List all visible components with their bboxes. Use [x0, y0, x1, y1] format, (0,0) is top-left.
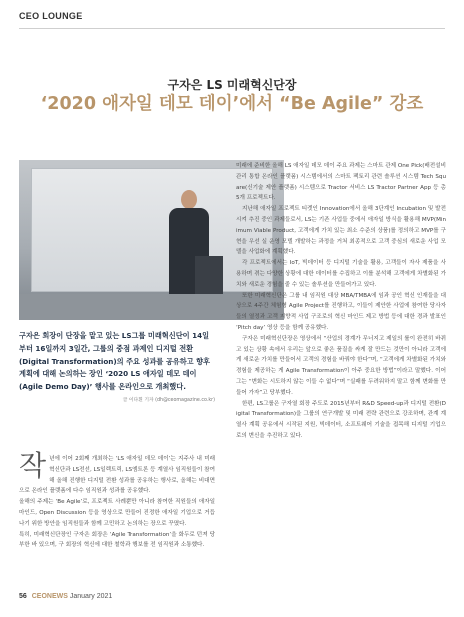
- issue-date: January 2021: [69, 593, 113, 600]
- drop-cap: 작: [19, 449, 47, 482]
- section-label: CEO LOUNGE: [19, 11, 83, 21]
- body-paragraph: 올해의 주제는 ‘Be Agile’로, 프로젝트 사례뿐만 아니라 참여한 직원들의 애자일 마인드, Open Discussion 등을 영상으로 만들어 진정한 애자일 기업으로 거듭나기 위한 방안을 임직원들과 함께 고민하고 논의하는 장으로 꾸몄다.: [19, 499, 215, 527]
- body-paragraph: 한편, LS그룹은 구자열 회장 주도로 2015년부터 R&D Speed-up과 디지털 전환(Digital Transformation)을 그룹의 연구개발 및 미래 전략 관련으로 강조하며, 관계 계열사 계획 공유에서 시작된 지원, 빅데이터, 소프트웨어 기술을 접목해 디지털 기업으로의 변신을 추진하고 있다.: [236, 400, 446, 439]
- body-paragraph: 구자은 미래혁신단장은 영상에서 “산업의 경계가 무너지고 제일의 룰이 완전히 바뀌고 있는 상황 속에서 우리는 앞으로 좋은 품질을 싸게 잘 만드는 것만이 아니라 고객에게 새로운 가치를 만들어서 고객의 경험을 바꿔야 한다”며, “고객에게 차별화된 가치와 경험을 제공하는 게 Agile Transformation이 아주 중요한 방법”이라고 말했다. 이어 그는 “변화는 시도하지 않는 이들 수 없다”며 “실패를 두려워하지 말고 함께 변화를 만들어 가자”고 당부했다.: [236, 335, 446, 396]
- body-paragraph: [19, 449, 215, 497]
- article-kicker: 구자은 LS 미래혁신단장: [167, 78, 297, 92]
- body-paragraph: 또한 미래혁신단은 그룹 내 임직원 대상 MBA/TMBA에 임과 공인 혁신 인재들을 대상으로 4주간 체험형 Agile Project를 진행하고, 이들이 제안한 사업에 참여한 당사자들의 열정과 고객 지향적 사업 구조로의 혁신 마인드 제고 방법 등에 대한 경과 발표인 ‘Pitch day’ 영상 등을 함께 공유했다.: [236, 292, 446, 331]
- page-number: 56: [19, 593, 27, 600]
- page-footer: [19, 593, 112, 600]
- right-body-column: [236, 161, 446, 442]
- photo-caption: 구자은 회장이 단장을 맡고 있는 LS그룹 미래혁신단이 14일부터 16일까지 3일간, 그룹의 중점 과제인 디지털 전환(Digital Transformation)의 주요 성과를 공유하고 향후 계획에 대해 논의하는 장인 ‘2020 LS 애자일 데모 데이(Agile Demo Day)’ 행사를 온라인으로 개최했다.: [19, 331, 210, 392]
- body-paragraph: 미래에 준비한 올해 LS 애자일 데모 데이 주요 과제는 스마트 관제 One Pick(배전설비 관리 통합 온라인 플랫폼) 시스템에서의 스마트 팩토리 관련 솔루션 시스템 Tech Square(신기술 제안 플랫폼) 시스템으로 Tractor 서비스 LS Tractor Partner App 등 총 5개 프로젝트다.: [236, 163, 446, 202]
- speaker-head: [181, 190, 197, 209]
- body-paragraph: 지난해 애자일 프로젝트 티켓인 Innovation에서 올해 3단계인 Incubation 및 발전시켜 추진 중인 과제들로서, LS는 기존 사업들 중에서 애자일 방식을 활용해 MVP(Minimum Viable Product, 고객에게 가치 있는 최소 수준의 상품)를 정의하고 MVP를 구현을 우선 실 운영 모델 개발하는 과정을 거쳐 최종적으로 고객 중심의 새로운 사업 모델을 사업화에 계획했다.: [236, 206, 446, 256]
- magazine-name: CEONEWS: [31, 593, 68, 600]
- left-body-column: [19, 449, 215, 551]
- byline-credit: 글 이다흰 기자 (dh@ceomagazine.co.kr): [122, 398, 215, 403]
- body-paragraph-text: 년에 이어 2회째 개최하는 ‘LS 애자일 데모 데이’는 지주사 내 미래혁신단과 LS전선, LS일렉트릭, LS엠트론 등 계열사 임직원들이 참여해 올해 진행한 디지털 전환 성과를 공유하는 행사로, 올해는 비대면으로 온라인 플랫폼에 다수 임직원과 성과를 공유했다.: [19, 456, 215, 495]
- body-paragraph: 각 프로젝트에서는 IoT, 빅데이터 등 디지털 기술을 활용, 고객들이 자사 제품을 사용하며 겪는 다양한 상황에 대한 데이터를 수집하고 이를 분석해 고객에게 차별화된 가치와 새로운 경험을 줄 수 있는 솔루션을 만들어가고 있다.: [236, 260, 446, 288]
- body-paragraph: 특히, 미래혁신단장인 구자은 회장은 ‘Agile Transformation’을 화두로 던져 당부한 바 있으며, 구 회장의 혁신에 대한 철학과 행보를 전 임직원과 소통했다.: [19, 531, 215, 549]
- top-rule: [19, 28, 445, 29]
- article-headline: ‘2020 애자일 데모 데이’에서 “Be Agile” 강조: [40, 94, 424, 114]
